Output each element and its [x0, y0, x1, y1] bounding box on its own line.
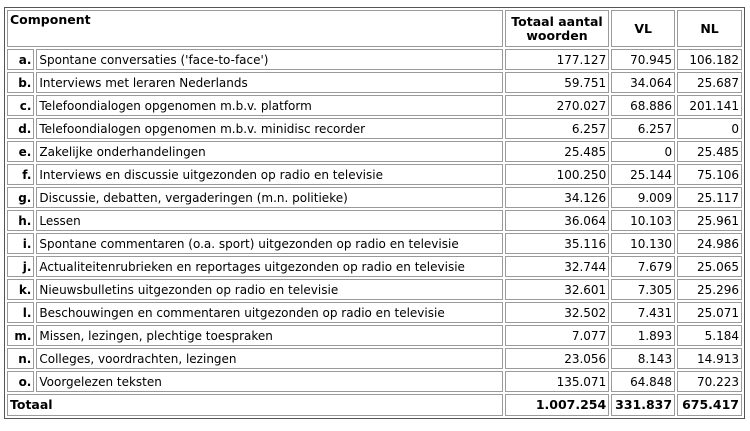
row-letter: m. — [7, 325, 34, 346]
row-component-name: Telefoondialogen opgenomen m.b.v. minidisc recorder — [36, 118, 502, 139]
row-component-name: Spontane commentaren (o.a. sport) uitgezonden op radio en televisie — [36, 233, 502, 254]
table-row — [7, 302, 742, 323]
row-component-name: Interviews en discussie uitgezonden op radio en televisie — [36, 164, 502, 185]
row-letter: e. — [7, 141, 34, 162]
row-letter: o. — [7, 371, 34, 392]
table-row — [7, 279, 742, 300]
row-component-name: Beschouwingen en commentaren uitgezonden op radio en televisie — [36, 302, 502, 323]
row-total-words: 135.071 — [505, 371, 609, 392]
row-vl-words: 0 — [611, 141, 675, 162]
row-nl-words: 0 — [677, 118, 742, 139]
row-component-name: Lessen — [36, 210, 502, 231]
table-row — [7, 49, 742, 70]
row-letter: b. — [7, 72, 34, 93]
table-row — [7, 72, 742, 93]
row-total-words: 34.126 — [505, 187, 609, 208]
row-total-words: 32.502 — [505, 302, 609, 323]
table-row — [7, 256, 742, 277]
row-vl-words: 1.893 — [611, 325, 675, 346]
header-total-words — [505, 10, 609, 47]
row-nl-words: 201.141 — [677, 95, 742, 116]
row-letter: l. — [7, 302, 34, 323]
row-component-name: Actualiteitenrubrieken en reportages uitgezonden op radio en televisie — [36, 256, 502, 277]
table-container — [4, 7, 745, 419]
row-nl-words: 5.184 — [677, 325, 742, 346]
row-total-words: 7.077 — [505, 325, 609, 346]
row-letter: c. — [7, 95, 34, 116]
row-vl-words: 7.431 — [611, 302, 675, 323]
row-component-name: Discussie, debatten, vergaderingen (m.n. politieke) — [36, 187, 502, 208]
header-nl: NL — [677, 10, 742, 47]
row-nl-words: 25.687 — [677, 72, 742, 93]
header-total-line2: woorden — [526, 27, 588, 43]
row-letter: a. — [7, 49, 34, 70]
row-vl-words: 68.886 — [611, 95, 675, 116]
row-letter: k. — [7, 279, 34, 300]
row-vl-words: 25.144 — [611, 164, 675, 185]
row-total-words: 32.744 — [505, 256, 609, 277]
row-nl-words: 25.485 — [677, 141, 742, 162]
row-total-words: 270.027 — [505, 95, 609, 116]
row-vl-words: 10.103 — [611, 210, 675, 231]
table-row — [7, 348, 742, 369]
row-nl-words: 24.986 — [677, 233, 742, 254]
row-letter: d. — [7, 118, 34, 139]
row-nl-words: 25.117 — [677, 187, 742, 208]
row-vl-words: 9.009 — [611, 187, 675, 208]
header-component: Component — [7, 10, 503, 47]
header-total-line1: Totaal aantal — [511, 13, 603, 29]
row-total-words: 23.056 — [505, 348, 609, 369]
row-vl-words: 10.130 — [611, 233, 675, 254]
row-letter: h. — [7, 210, 34, 231]
row-vl-words: 70.945 — [611, 49, 675, 70]
row-nl-words: 70.223 — [677, 371, 742, 392]
totals-total-words: 1.007.254 — [505, 394, 609, 416]
totals-vl-words: 331.837 — [611, 394, 675, 416]
header-row — [7, 10, 742, 47]
row-letter: i. — [7, 233, 34, 254]
row-nl-words: 14.913 — [677, 348, 742, 369]
table-row — [7, 141, 742, 162]
header-vl: VL — [611, 10, 675, 47]
row-total-words: 25.485 — [505, 141, 609, 162]
row-total-words: 59.751 — [505, 72, 609, 93]
row-component-name: Voorgelezen teksten — [36, 371, 502, 392]
row-component-name: Missen, lezingen, plechtige toespraken — [36, 325, 502, 346]
row-total-words: 32.601 — [505, 279, 609, 300]
corpus-components-table — [4, 7, 745, 419]
table-row — [7, 325, 742, 346]
row-nl-words: 25.961 — [677, 210, 742, 231]
totals-nl-words: 675.417 — [677, 394, 742, 416]
row-vl-words: 6.257 — [611, 118, 675, 139]
row-letter: f. — [7, 164, 34, 185]
row-component-name: Colleges, voordrachten, lezingen — [36, 348, 502, 369]
table-row — [7, 233, 742, 254]
row-letter: j. — [7, 256, 34, 277]
row-nl-words: 25.065 — [677, 256, 742, 277]
row-total-words: 36.064 — [505, 210, 609, 231]
row-letter: g. — [7, 187, 34, 208]
row-vl-words: 34.064 — [611, 72, 675, 93]
row-nl-words: 75.106 — [677, 164, 742, 185]
table-row — [7, 95, 742, 116]
table-row — [7, 118, 742, 139]
row-total-words: 6.257 — [505, 118, 609, 139]
row-component-name: Spontane conversaties ('face-to-face') — [36, 49, 502, 70]
row-total-words: 177.127 — [505, 49, 609, 70]
row-component-name: Zakelijke onderhandelingen — [36, 141, 502, 162]
row-nl-words: 25.296 — [677, 279, 742, 300]
row-letter: n. — [7, 348, 34, 369]
row-vl-words: 7.305 — [611, 279, 675, 300]
row-nl-words: 106.182 — [677, 49, 742, 70]
row-component-name: Interviews met leraren Nederlands — [36, 72, 502, 93]
row-component-name: Telefoondialogen opgenomen m.b.v. platform — [36, 95, 502, 116]
row-total-words: 100.250 — [505, 164, 609, 185]
table-row — [7, 187, 742, 208]
table-row — [7, 210, 742, 231]
row-vl-words: 8.143 — [611, 348, 675, 369]
row-component-name: Nieuwsbulletins uitgezonden op radio en televisie — [36, 279, 502, 300]
row-nl-words: 25.071 — [677, 302, 742, 323]
totals-label: Totaal — [7, 394, 503, 416]
table-row — [7, 164, 742, 185]
table-row — [7, 371, 742, 392]
totals-row — [7, 394, 742, 416]
row-vl-words: 7.679 — [611, 256, 675, 277]
row-total-words: 35.116 — [505, 233, 609, 254]
row-vl-words: 64.848 — [611, 371, 675, 392]
